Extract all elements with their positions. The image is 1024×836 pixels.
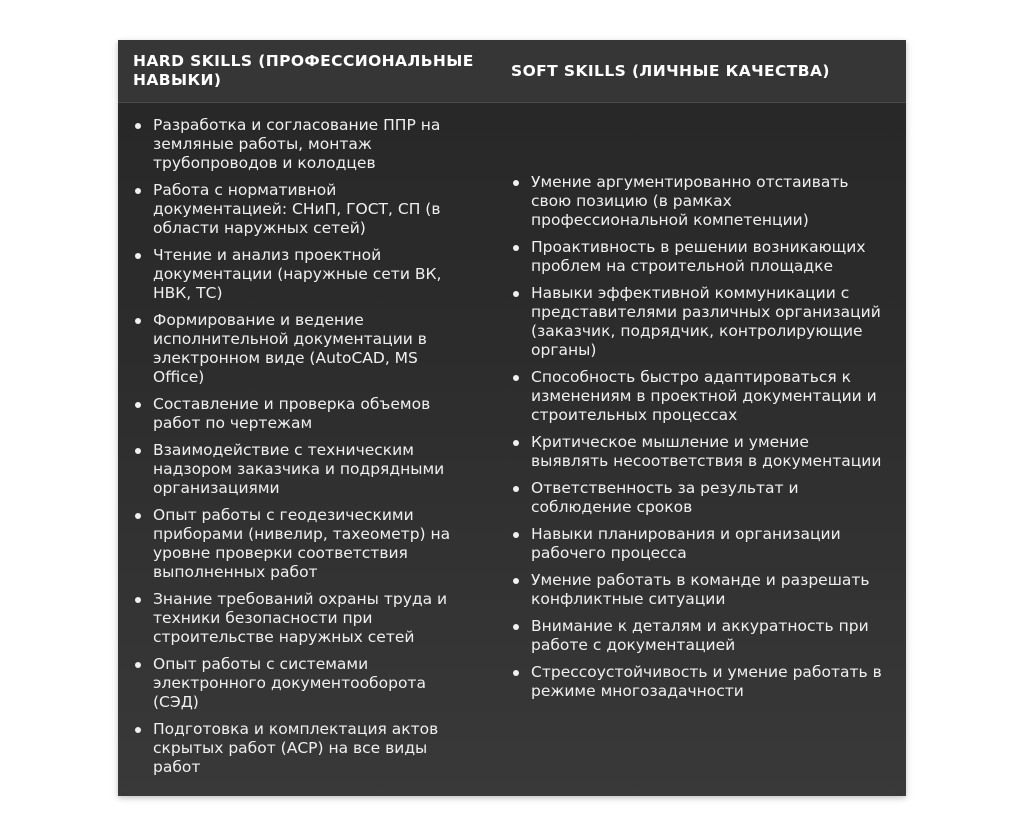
soft-skill-text: Ответственность за результат и соблюдение сроков xyxy=(531,479,799,516)
list-item xyxy=(511,571,891,609)
soft-skills-list xyxy=(511,173,891,709)
bullet-icon xyxy=(513,375,519,381)
list-item xyxy=(511,525,891,563)
bullet-icon xyxy=(513,624,519,630)
table-header xyxy=(118,40,906,103)
bullet-icon xyxy=(513,486,519,492)
soft-skill-text: Умение работать в команде и разрешать конфликтные ситуации xyxy=(531,571,870,608)
list-item xyxy=(133,116,463,173)
hard-skill-text: Опыт работы с геодезическими приборами (нивелир, тахеометр) на уровне проверки соответствия выполненных работ xyxy=(153,506,451,581)
bullet-icon xyxy=(135,318,141,324)
bullet-icon xyxy=(513,670,519,676)
list-item xyxy=(133,311,463,387)
hard-skill-text: Подготовка и комплектация актов скрытых работ (АСР) на все виды работ xyxy=(153,720,439,776)
soft-skills-heading: SOFT SKILLS (ЛИЧНЫЕ КАЧЕСТВА) xyxy=(511,62,830,80)
hard-skill-text: Знание требований охраны труда и техники безопасности при строительстве наружных сетей xyxy=(153,590,448,646)
bullet-icon xyxy=(513,578,519,584)
hard-skills-heading: HARD SKILLS (ПРОФЕССИОНАЛЬНЫЕ НАВЫКИ) xyxy=(133,52,474,89)
soft-skill-text: Навыки планирования и организации рабочего процесса xyxy=(531,525,841,562)
list-item xyxy=(511,617,891,655)
list-item xyxy=(133,506,463,582)
list-item xyxy=(133,181,463,238)
soft-skill-text: Навыки эффективной коммуникации с представителями различных организаций (заказчик, подрядчик, контролирующие органы) xyxy=(531,284,881,359)
list-item xyxy=(133,590,463,647)
bullet-icon xyxy=(135,727,141,733)
list-item xyxy=(511,479,891,517)
bullet-icon xyxy=(513,532,519,538)
list-item xyxy=(133,720,463,777)
hard-skills-list xyxy=(133,116,463,785)
bullet-icon xyxy=(135,402,141,408)
soft-skill-text: Критическое мышление и умение выявлять несоответствия в документации xyxy=(531,433,882,470)
hard-skill-text: Составление и проверка объемов работ по чертежам xyxy=(153,395,431,432)
hard-skill-text: Формирование и ведение исполнительной документации в электронном виде (AutoCAD, MS Office) xyxy=(153,311,427,386)
hard-skill-text: Опыт работы с системами электронного документооборота (СЭД) xyxy=(153,655,426,711)
list-item xyxy=(511,238,891,276)
list-item xyxy=(133,395,463,433)
soft-skill-text: Стрессоустойчивость и умение работать в режиме многозадачности xyxy=(531,663,882,700)
hard-skill-text: Чтение и анализ проектной документации (наружные сети ВК, НВК, ТС) xyxy=(153,246,442,302)
bullet-icon xyxy=(135,448,141,454)
bullet-icon xyxy=(135,123,141,129)
list-item xyxy=(511,433,891,471)
soft-skill-text: Умение аргументированно отстаивать свою позицию (в рамках профессиональной компетенции) xyxy=(531,173,849,229)
bullet-icon xyxy=(513,180,519,186)
list-item xyxy=(133,441,463,498)
bullet-icon xyxy=(513,291,519,297)
bullet-icon xyxy=(135,253,141,259)
skills-table xyxy=(118,40,906,796)
list-item xyxy=(511,173,891,230)
bullet-icon xyxy=(513,440,519,446)
list-item xyxy=(133,246,463,303)
list-item xyxy=(511,663,891,701)
soft-skill-text: Внимание к деталям и аккуратность при работе с документацией xyxy=(531,617,869,654)
hard-skill-text: Взаимодействие с техническим надзором заказчика и подрядными организациями xyxy=(153,441,445,497)
bullet-icon xyxy=(135,513,141,519)
hard-skill-text: Работа с нормативной документацией: СНиП, ГОСТ, СП (в области наружных сетей) xyxy=(153,181,441,237)
bullet-icon xyxy=(135,662,141,668)
bullet-icon xyxy=(135,188,141,194)
bullet-icon xyxy=(513,245,519,251)
list-item xyxy=(511,368,891,425)
bullet-icon xyxy=(135,597,141,603)
list-item xyxy=(511,284,891,360)
hard-skill-text: Разработка и согласование ППР на земляные работы, монтаж трубопроводов и колодцев xyxy=(153,116,441,172)
list-item xyxy=(133,655,463,712)
soft-skill-text: Проактивность в решении возникающих проблем на строительной площадке xyxy=(531,238,866,275)
soft-skill-text: Способность быстро адаптироваться к изменениям в проектной документации и строительных процессах xyxy=(531,368,877,424)
